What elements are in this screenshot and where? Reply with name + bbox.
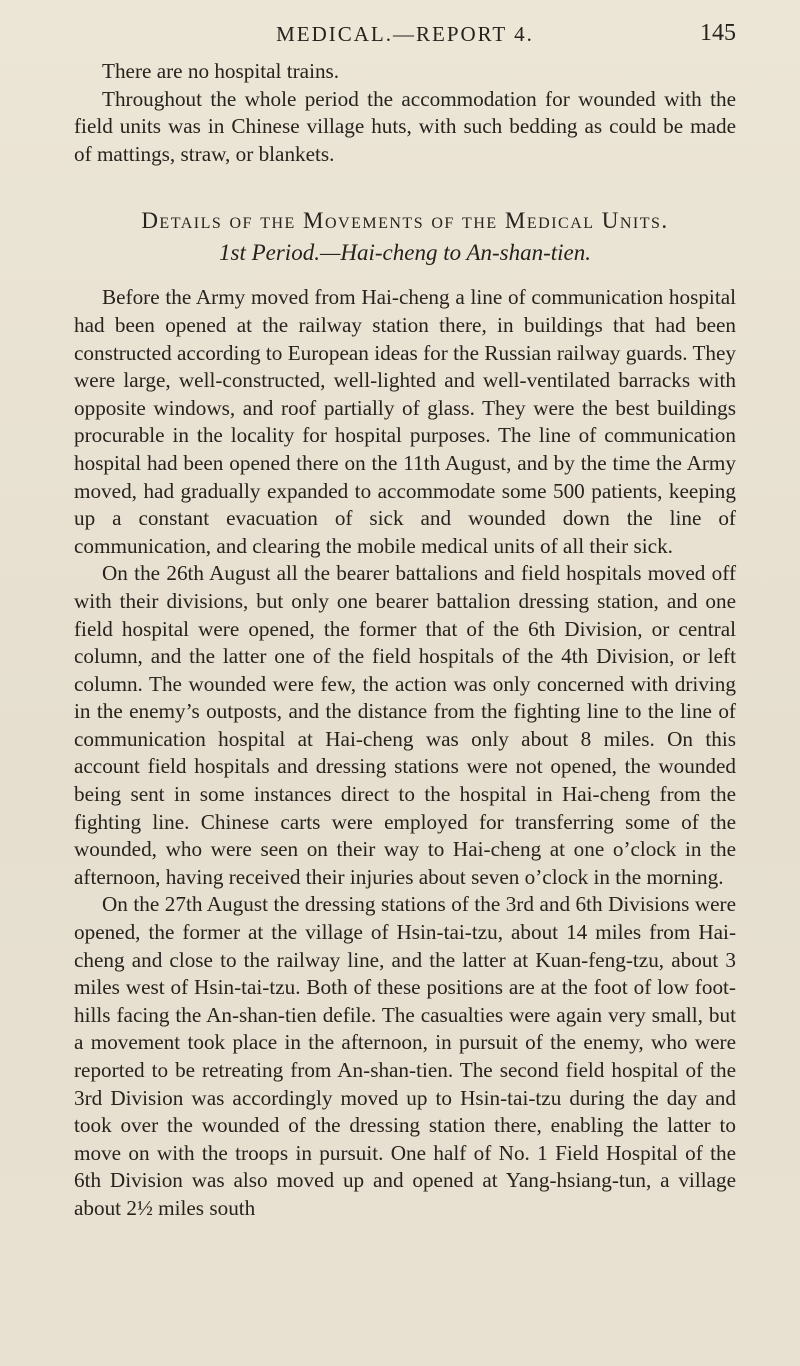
paragraph-accommodation: Throughout the whole period the accommodation for wounded with the field units was in Chinese village huts, with such bedding as could be made of mattings, straw, or blankets.	[74, 86, 736, 166]
paragraph-before-army-moved: Before the Army moved from Hai-cheng a line of communication hospital had been opened at the railway station there, in buildings that had been constructed according to European ideas for the Russian railway guards. They were large, well-constructed, well-lighted and well-ventilated barracks with opposite windows, and roof partially of glass. They were the best buildings procurable in the locality for hospital purposes. The line of communication hospital had been opened there on the 11th August, and by the time the Army moved, had gradually expanded to accommodate some 500 patients, keeping up a constant evacuation of sick and wounded down the line of communication, and clearing the mobile medical units of all their sick.	[74, 285, 736, 558]
paragraph-hospital-trains: There are no hospital trains.	[102, 59, 340, 83]
running-head-title: MEDICAL.—REPORT 4.	[276, 22, 534, 46]
paragraph-27th-august: On the 27th August the dressing stations of the 3rd and 6th Divisions were opened, the former at the village of Hsin-tai-tzu, about 14 miles from Hai-cheng and close to the railway line, and the latter at Kuan-feng-tzu, about 3 miles west of Hsin-tai-tzu. Both of these positions are at the foot of low foot-hills facing the An-shan-tien defile. The casualties were again very small, but a movement took place in the afternoon, in pursuit of the enemy, who were reported to be retreating from An-shan-tien. The second field hospital of the 3rd Division was accordingly moved up to Hsin-tai-tzu during the day and took over the wounded of the dressing station there, enabling the latter to move on with the troops in pursuit. One half of No. 1 Field Hospital of the 6th Division was also moved up and opened at Yang-hsiang-tun, a village about 2½ miles south	[74, 892, 736, 1220]
paragraph-26th-august: On the 26th August all the bearer battalions and field hospitals moved off with their divisions, but only one bearer battalion dressing station, and one field hospital were opened, the former that of the 6th Division, or central column, and the latter one of the field hospitals of the 4th Division, or left column. The wounded were few, the action was only concerned with driving in the enemy’s outposts, and the distance from the fighting line to the line of communication hospital at Hai-cheng was only about 8 miles. On this account field hospitals and dressing stations were not opened, the wounded being sent in some instances direct to the hospital in Hai-cheng from the fighting line. Chinese carts were employed for transferring some of the wounded, who were seen on their way to Hai-cheng at one o’clock in the afternoon, having received their injuries about seven o’clock in the morning.	[74, 561, 736, 889]
section-heading: Details of the Movements of the Medical Units.	[141, 208, 669, 234]
running-head	[74, 14, 736, 58]
section-subheading: 1st Period.—Hai-cheng to An-shan-tien.	[219, 240, 591, 266]
page-number: 145	[700, 20, 736, 46]
spacer	[74, 266, 736, 284]
